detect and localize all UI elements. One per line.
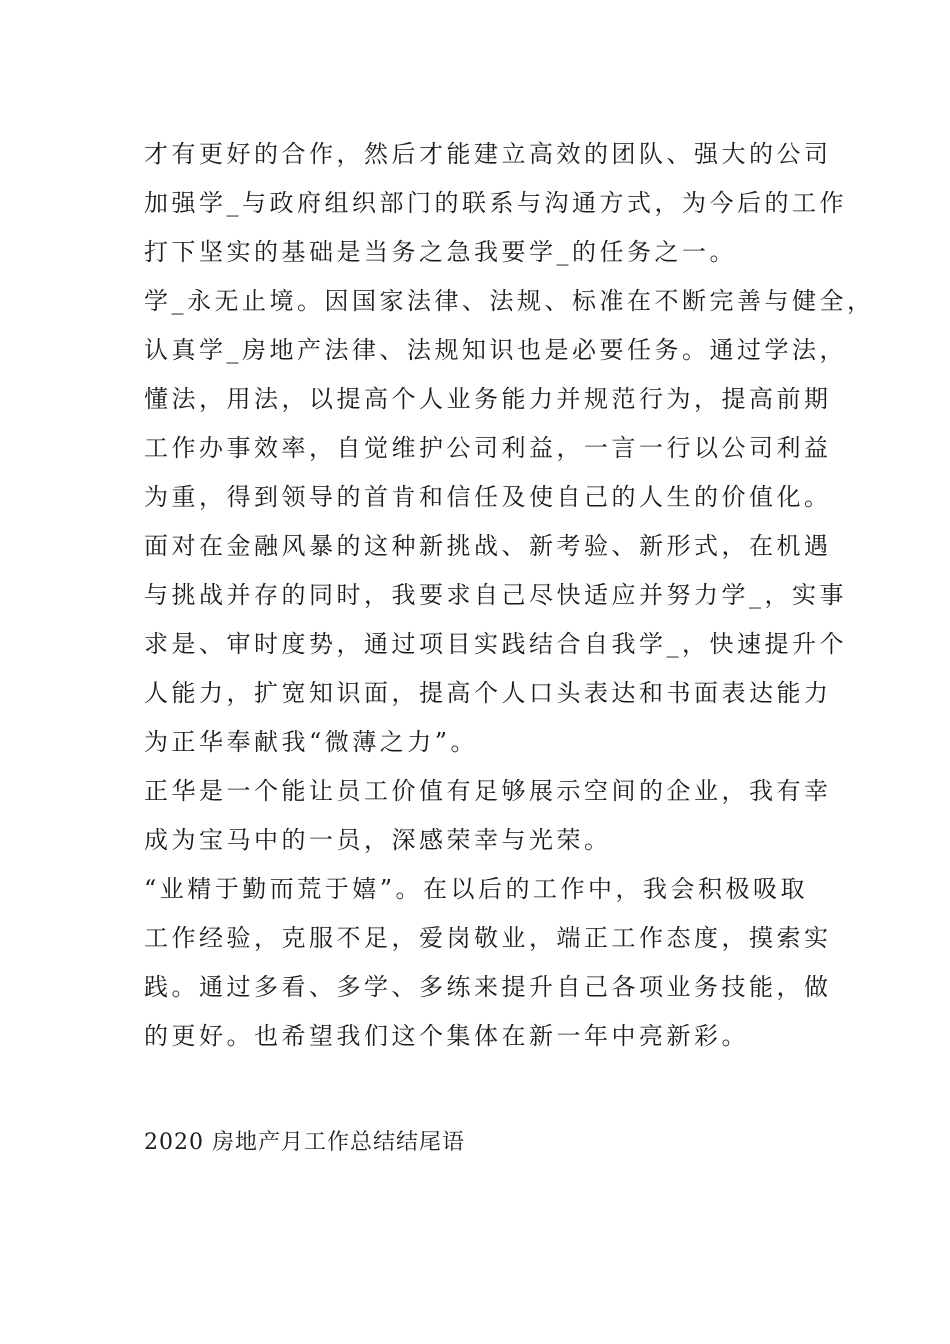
document-title: 2020 房地产月工作总结结尾语 <box>144 1130 465 1155</box>
text-line: 加强学_与政府组织部门的联系与沟通方式，为今后的工作 <box>144 189 847 217</box>
text-line: “业精于勤而荒于嬉”。在以后的工作中，我会积极吸取 <box>144 875 809 903</box>
text-line: 面对在金融风暴的这种新挑战、新考验、新形式，在机遇 <box>144 532 832 560</box>
text-line: 工作经验，克服不足，爱岗敬业，端正工作态度，摸索实 <box>144 924 832 952</box>
text-line: 与挑战并存的同时，我要求自己尽快适应并努力学_，实事 <box>144 581 847 609</box>
text-line: 为正华奉献我“微薄之力”。 <box>144 728 479 756</box>
text-line: 践。通过多看、多学、多练来提升自己各项业务技能，做 <box>144 973 832 1001</box>
text-line: 的更好。也希望我们这个集体在新一年中亮新彩。 <box>144 1022 749 1050</box>
text-line: 人能力，扩宽知识面，提高个人口头表达和书面表达能力 <box>144 679 832 707</box>
text-line: 求是、审时度势，通过项目实践结合自我学_，快速提升个 <box>144 630 847 658</box>
text-line: 成为宝马中的一员，深感荣幸与光荣。 <box>144 826 612 854</box>
text-line: 懂法，用法，以提高个人业务能力并规范行为，提高前期 <box>144 385 832 413</box>
text-line: 才有更好的合作，然后才能建立高效的团队、强大的公司 <box>144 140 832 168</box>
text-line: 正华是一个能让员工价值有足够展示空间的企业，我有幸 <box>144 777 832 805</box>
text-line: 为重，得到领导的首肯和信任及使自己的人生的价值化。 <box>144 483 832 511</box>
text-line: 打下坚实的基础是当务之急我要学_的任务之一。 <box>144 238 737 266</box>
text-line: 工作办事效率，自觉维护公司利益，一言一行以公司利益 <box>144 434 832 462</box>
text-line: 学_永无止境。因国家法律、法规、标准在不断完善与健全， <box>144 287 875 315</box>
body-text <box>144 130 875 1061</box>
text-line: 认真学_房地产法律、法规知识也是必要任务。通过学法， <box>144 336 847 364</box>
